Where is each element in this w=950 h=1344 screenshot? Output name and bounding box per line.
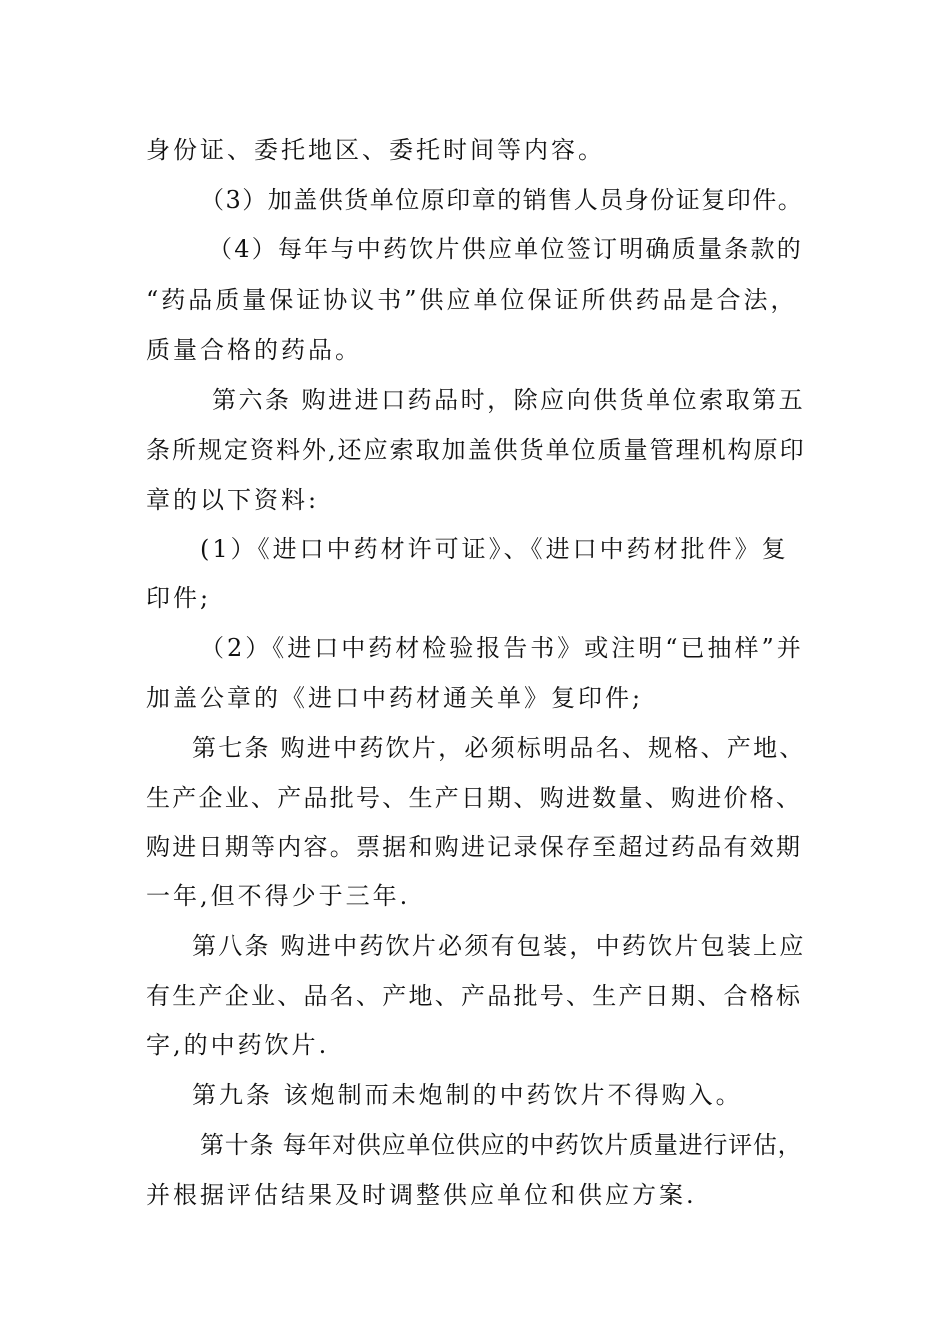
text-line: 一年,但不得少于三年. xyxy=(146,882,411,910)
text-line: 第七条 购进中药饮片，必须标明品名、规格、产地、 xyxy=(192,734,806,762)
text-line: 字,的中药饮片. xyxy=(146,1031,330,1059)
text-line: 身份证、委托地区、委托时间等内容。 xyxy=(146,136,605,164)
text-line: 并根据评估结果及时调整供应单位和供应方案. xyxy=(146,1181,697,1209)
text-line: 第八条 购进中药饮片必须有包装，中药饮片包装上应 xyxy=(192,932,806,960)
text-line: (1）《进口中药材许可证》、《进口中药材批件》复 xyxy=(200,535,789,563)
text-line: 章的以下资料: xyxy=(146,486,320,514)
text-line: 加盖公章的《进口中药材通关单》复印件; xyxy=(146,684,644,712)
text-line: 购进日期等内容。票据和购进记录保存至超过药品有效期 xyxy=(146,833,803,861)
text-line: 第十条 每年对供应单位供应的中药饮片质量进行评估， xyxy=(200,1131,803,1159)
text-line: （2）《进口中药材检验报告书》或注明“已抽样”并 xyxy=(200,634,804,662)
text-line: 第九条 该炮制而未炮制的中药饮片不得购入。 xyxy=(192,1081,743,1109)
text-line: 有生产企业、品名、产地、产品批号、生产日期、合格标 xyxy=(146,982,803,1010)
text-line: 条所规定资料外,还应索取加盖供货单位质量管理机构原印 xyxy=(146,436,806,464)
text-line: （3）加盖供货单位原印章的销售人员身份证复印件。 xyxy=(200,186,804,214)
text-line: 第六条 购进进口药品时，除应向供货单位索取第五 xyxy=(212,386,806,414)
text-line: （4）每年与中药饮片供应单位签订明确质量条款的 xyxy=(208,235,804,263)
text-line: 质量合格的药品。 xyxy=(146,336,362,364)
text-line: 印件; xyxy=(146,584,212,612)
text-line: 生产企业、产品批号、生产日期、购进数量、购进价格、 xyxy=(146,784,803,812)
text-line: “药品质量保证协议书”供应单位保证所供药品是合法， xyxy=(146,286,798,314)
